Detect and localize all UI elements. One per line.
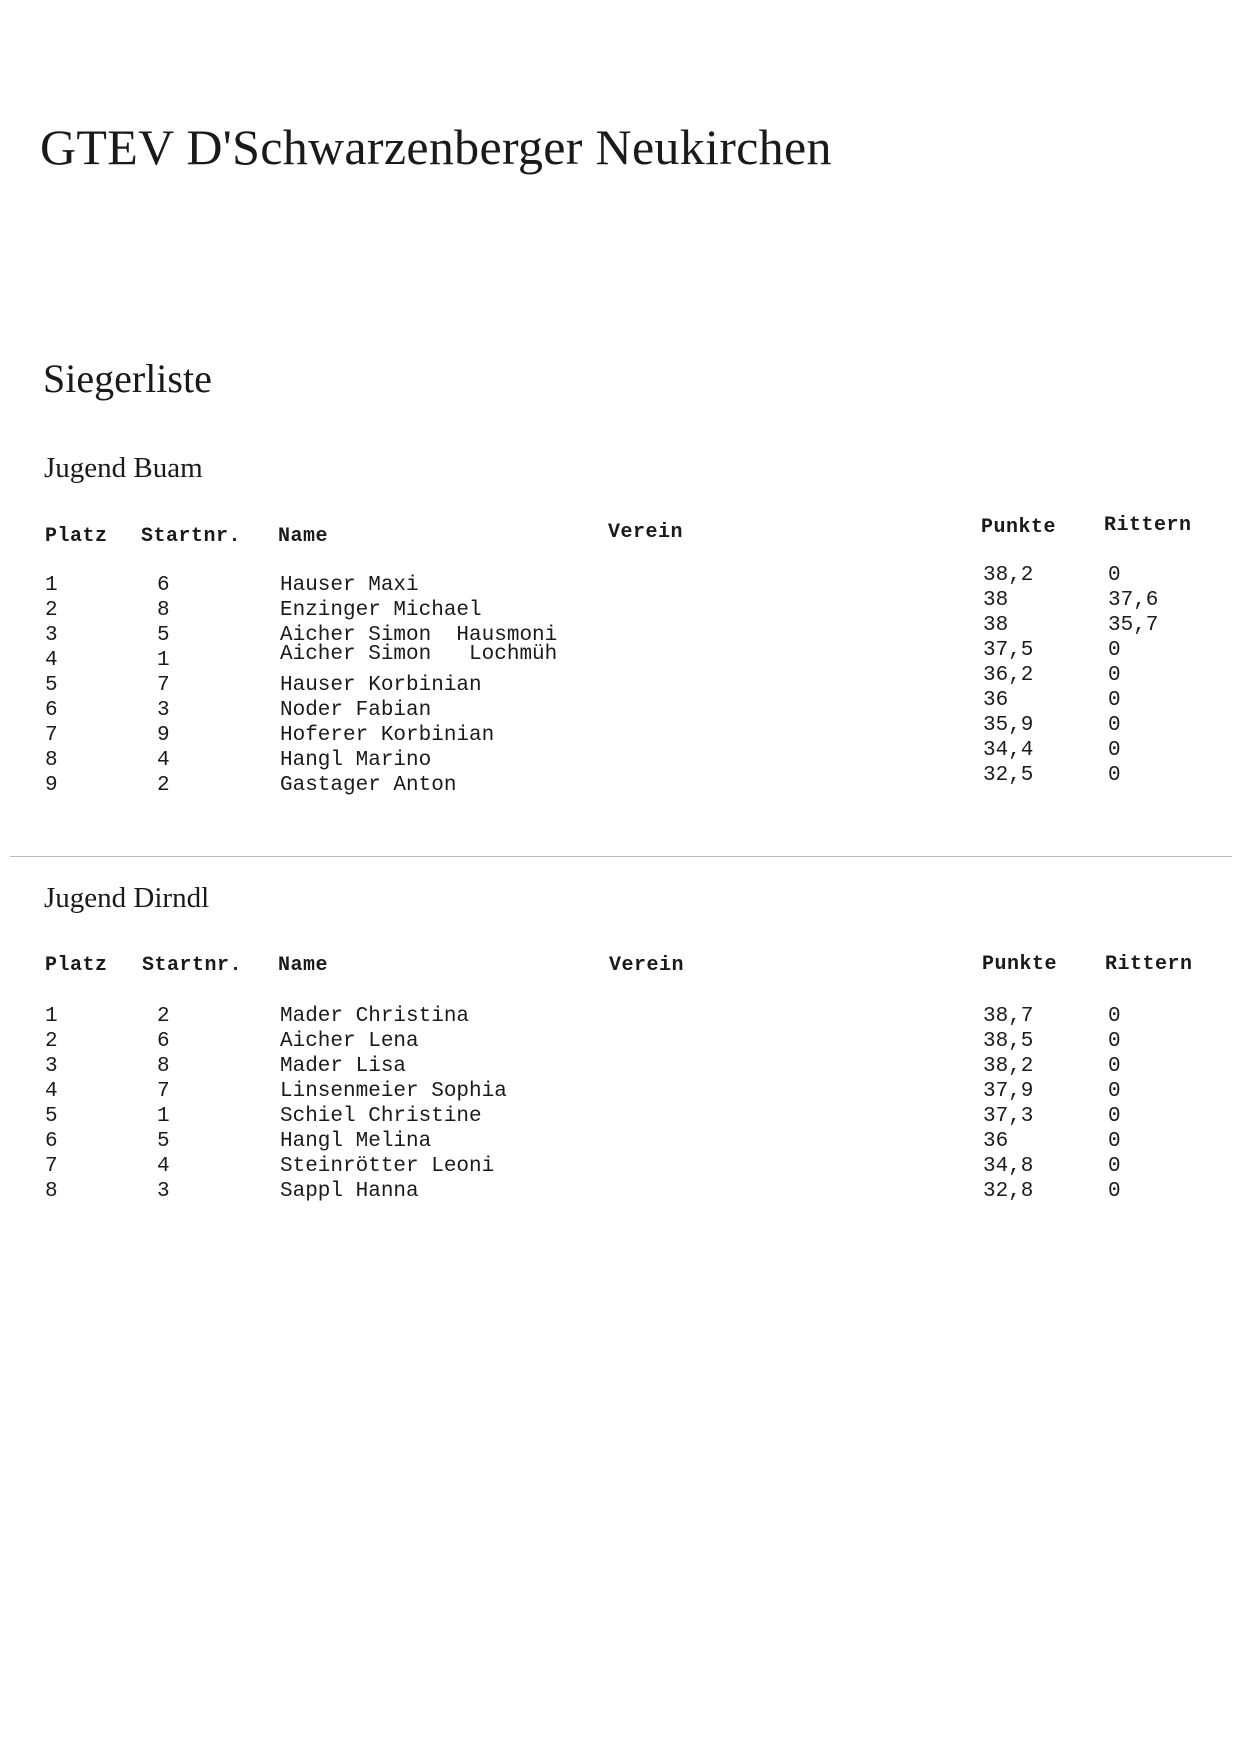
cell-rittern: 0 (1108, 564, 1121, 587)
column-header-startnr: Startnr. (142, 954, 243, 977)
cell-name: Hangl Melina (280, 1130, 432, 1153)
cell-punkte: 37,9 (983, 1080, 1034, 1103)
cell-startnr: 2 (157, 1005, 170, 1028)
cell-punkte: 38,2 (983, 1055, 1034, 1078)
table-row (0, 1130, 1240, 1154)
cell-rittern: 0 (1108, 639, 1121, 662)
table-row (0, 1030, 1240, 1054)
section-divider (10, 856, 1232, 857)
cell-platz: 1 (45, 1005, 58, 1028)
document-subtitle: Siegerliste (43, 356, 212, 401)
cell-rittern: 0 (1108, 689, 1121, 712)
column-header-platz: Platz (45, 954, 108, 977)
cell-punkte: 34,4 (983, 739, 1034, 762)
cell-name: Hauser Maxi (280, 574, 419, 597)
cell-rittern: 0 (1108, 1005, 1121, 1028)
cell-startnr: 5 (157, 624, 170, 647)
cell-punkte: 38,7 (983, 1005, 1034, 1028)
cell-punkte: 32,8 (983, 1180, 1034, 1203)
table-row (0, 1005, 1240, 1029)
cell-platz: 3 (45, 624, 58, 647)
cell-name: Schiel Christine (280, 1105, 482, 1128)
cell-platz: 3 (45, 1055, 58, 1078)
cell-name: Steinrötter Leoni (280, 1155, 495, 1178)
cell-name: Hauser Korbinian (280, 674, 482, 697)
cell-startnr: 8 (157, 1055, 170, 1078)
cell-startnr: 7 (157, 674, 170, 697)
cell-name: Enzinger Michael (280, 599, 482, 622)
cell-name: Linsenmeier Sophia (280, 1080, 507, 1103)
cell-punkte: 36,2 (983, 664, 1034, 687)
cell-rittern: 0 (1108, 1080, 1121, 1103)
cell-rittern: 0 (1108, 1130, 1121, 1153)
cell-platz: 4 (45, 1080, 58, 1103)
cell-rittern: 0 (1108, 664, 1121, 687)
table-row (0, 764, 1240, 798)
cell-startnr: 1 (157, 649, 170, 672)
cell-rittern: 0 (1108, 1030, 1121, 1053)
cell-platz: 8 (45, 749, 58, 772)
column-header-rittern: Rittern (1105, 953, 1193, 976)
cell-punkte: 36 (983, 689, 1009, 712)
table-row (0, 714, 1240, 748)
cell-name: Aicher Simon Lochmüh (280, 643, 558, 666)
cell-platz: 7 (45, 1155, 58, 1178)
column-header-verein: Verein (608, 521, 684, 544)
section-title: Jugend Buam (44, 452, 203, 484)
cell-startnr: 4 (157, 1155, 170, 1178)
table-row (0, 589, 1240, 623)
table-row (0, 1180, 1240, 1204)
cell-rittern: 35,7 (1108, 614, 1159, 637)
table-row (0, 1105, 1240, 1129)
table-row (0, 1155, 1240, 1179)
cell-platz: 8 (45, 1180, 58, 1203)
table-row (0, 614, 1240, 648)
cell-name: Mader Christina (280, 1005, 470, 1028)
table-row (0, 1055, 1240, 1079)
cell-name: Hoferer Korbinian (280, 724, 495, 747)
cell-startnr: 1 (157, 1105, 170, 1128)
cell-punkte: 37,3 (983, 1105, 1034, 1128)
cell-platz: 5 (45, 674, 58, 697)
cell-punkte: 34,8 (983, 1155, 1034, 1178)
cell-name: Hangl Marino (280, 749, 432, 772)
cell-punkte: 37,5 (983, 639, 1034, 662)
table-row (0, 689, 1240, 723)
column-header-punkte: Punkte (981, 516, 1057, 539)
cell-startnr: 6 (157, 1030, 170, 1053)
cell-startnr: 3 (157, 699, 170, 722)
cell-name: Mader Lisa (280, 1055, 407, 1078)
column-header-verein: Verein (609, 954, 685, 977)
cell-platz: 5 (45, 1105, 58, 1128)
table-row (0, 1080, 1240, 1104)
cell-name: Aicher Lena (280, 1030, 419, 1053)
column-header-platz: Platz (45, 525, 108, 548)
cell-name: Gastager Anton (280, 774, 457, 797)
cell-punkte: 38,2 (983, 564, 1034, 587)
cell-startnr: 8 (157, 599, 170, 622)
cell-name: Noder Fabian (280, 699, 432, 722)
table-row (0, 639, 1240, 673)
cell-platz: 2 (45, 599, 58, 622)
cell-punkte: 36 (983, 1130, 1009, 1153)
column-header-name: Name (278, 954, 329, 977)
cell-rittern: 0 (1108, 1180, 1121, 1203)
cell-rittern: 0 (1108, 739, 1121, 762)
cell-rittern: 0 (1108, 764, 1121, 787)
cell-rittern: 0 (1108, 1155, 1121, 1178)
cell-startnr: 6 (157, 574, 170, 597)
cell-platz: 6 (45, 699, 58, 722)
page-title: GTEV D'Schwarzenberger Neukirchen (40, 119, 832, 175)
cell-punkte: 38 (983, 589, 1009, 612)
cell-name: Aicher Simon Hausmoni (280, 624, 558, 647)
cell-platz: 4 (45, 649, 58, 672)
column-header-name: Name (278, 525, 329, 548)
cell-punkte: 38,5 (983, 1030, 1034, 1053)
cell-startnr: 9 (157, 724, 170, 747)
cell-startnr: 2 (157, 774, 170, 797)
cell-platz: 6 (45, 1130, 58, 1153)
cell-startnr: 3 (157, 1180, 170, 1203)
column-header-startnr: Startnr. (141, 525, 242, 548)
cell-platz: 9 (45, 774, 58, 797)
cell-punkte: 38 (983, 614, 1009, 637)
section-title: Jugend Dirndl (44, 882, 210, 914)
cell-rittern: 0 (1108, 1105, 1121, 1128)
cell-startnr: 7 (157, 1080, 170, 1103)
column-header-rittern: Rittern (1104, 514, 1192, 537)
cell-startnr: 4 (157, 749, 170, 772)
cell-rittern: 37,6 (1108, 589, 1159, 612)
table-row (0, 664, 1240, 698)
cell-punkte: 32,5 (983, 764, 1034, 787)
cell-rittern: 0 (1108, 1055, 1121, 1078)
table-row (0, 739, 1240, 773)
cell-platz: 1 (45, 574, 58, 597)
table-row (0, 564, 1240, 598)
cell-punkte: 35,9 (983, 714, 1034, 737)
cell-name: Sappl Hanna (280, 1180, 419, 1203)
cell-startnr: 5 (157, 1130, 170, 1153)
cell-platz: 7 (45, 724, 58, 747)
column-header-punkte: Punkte (982, 953, 1058, 976)
cell-platz: 2 (45, 1030, 58, 1053)
cell-rittern: 0 (1108, 714, 1121, 737)
